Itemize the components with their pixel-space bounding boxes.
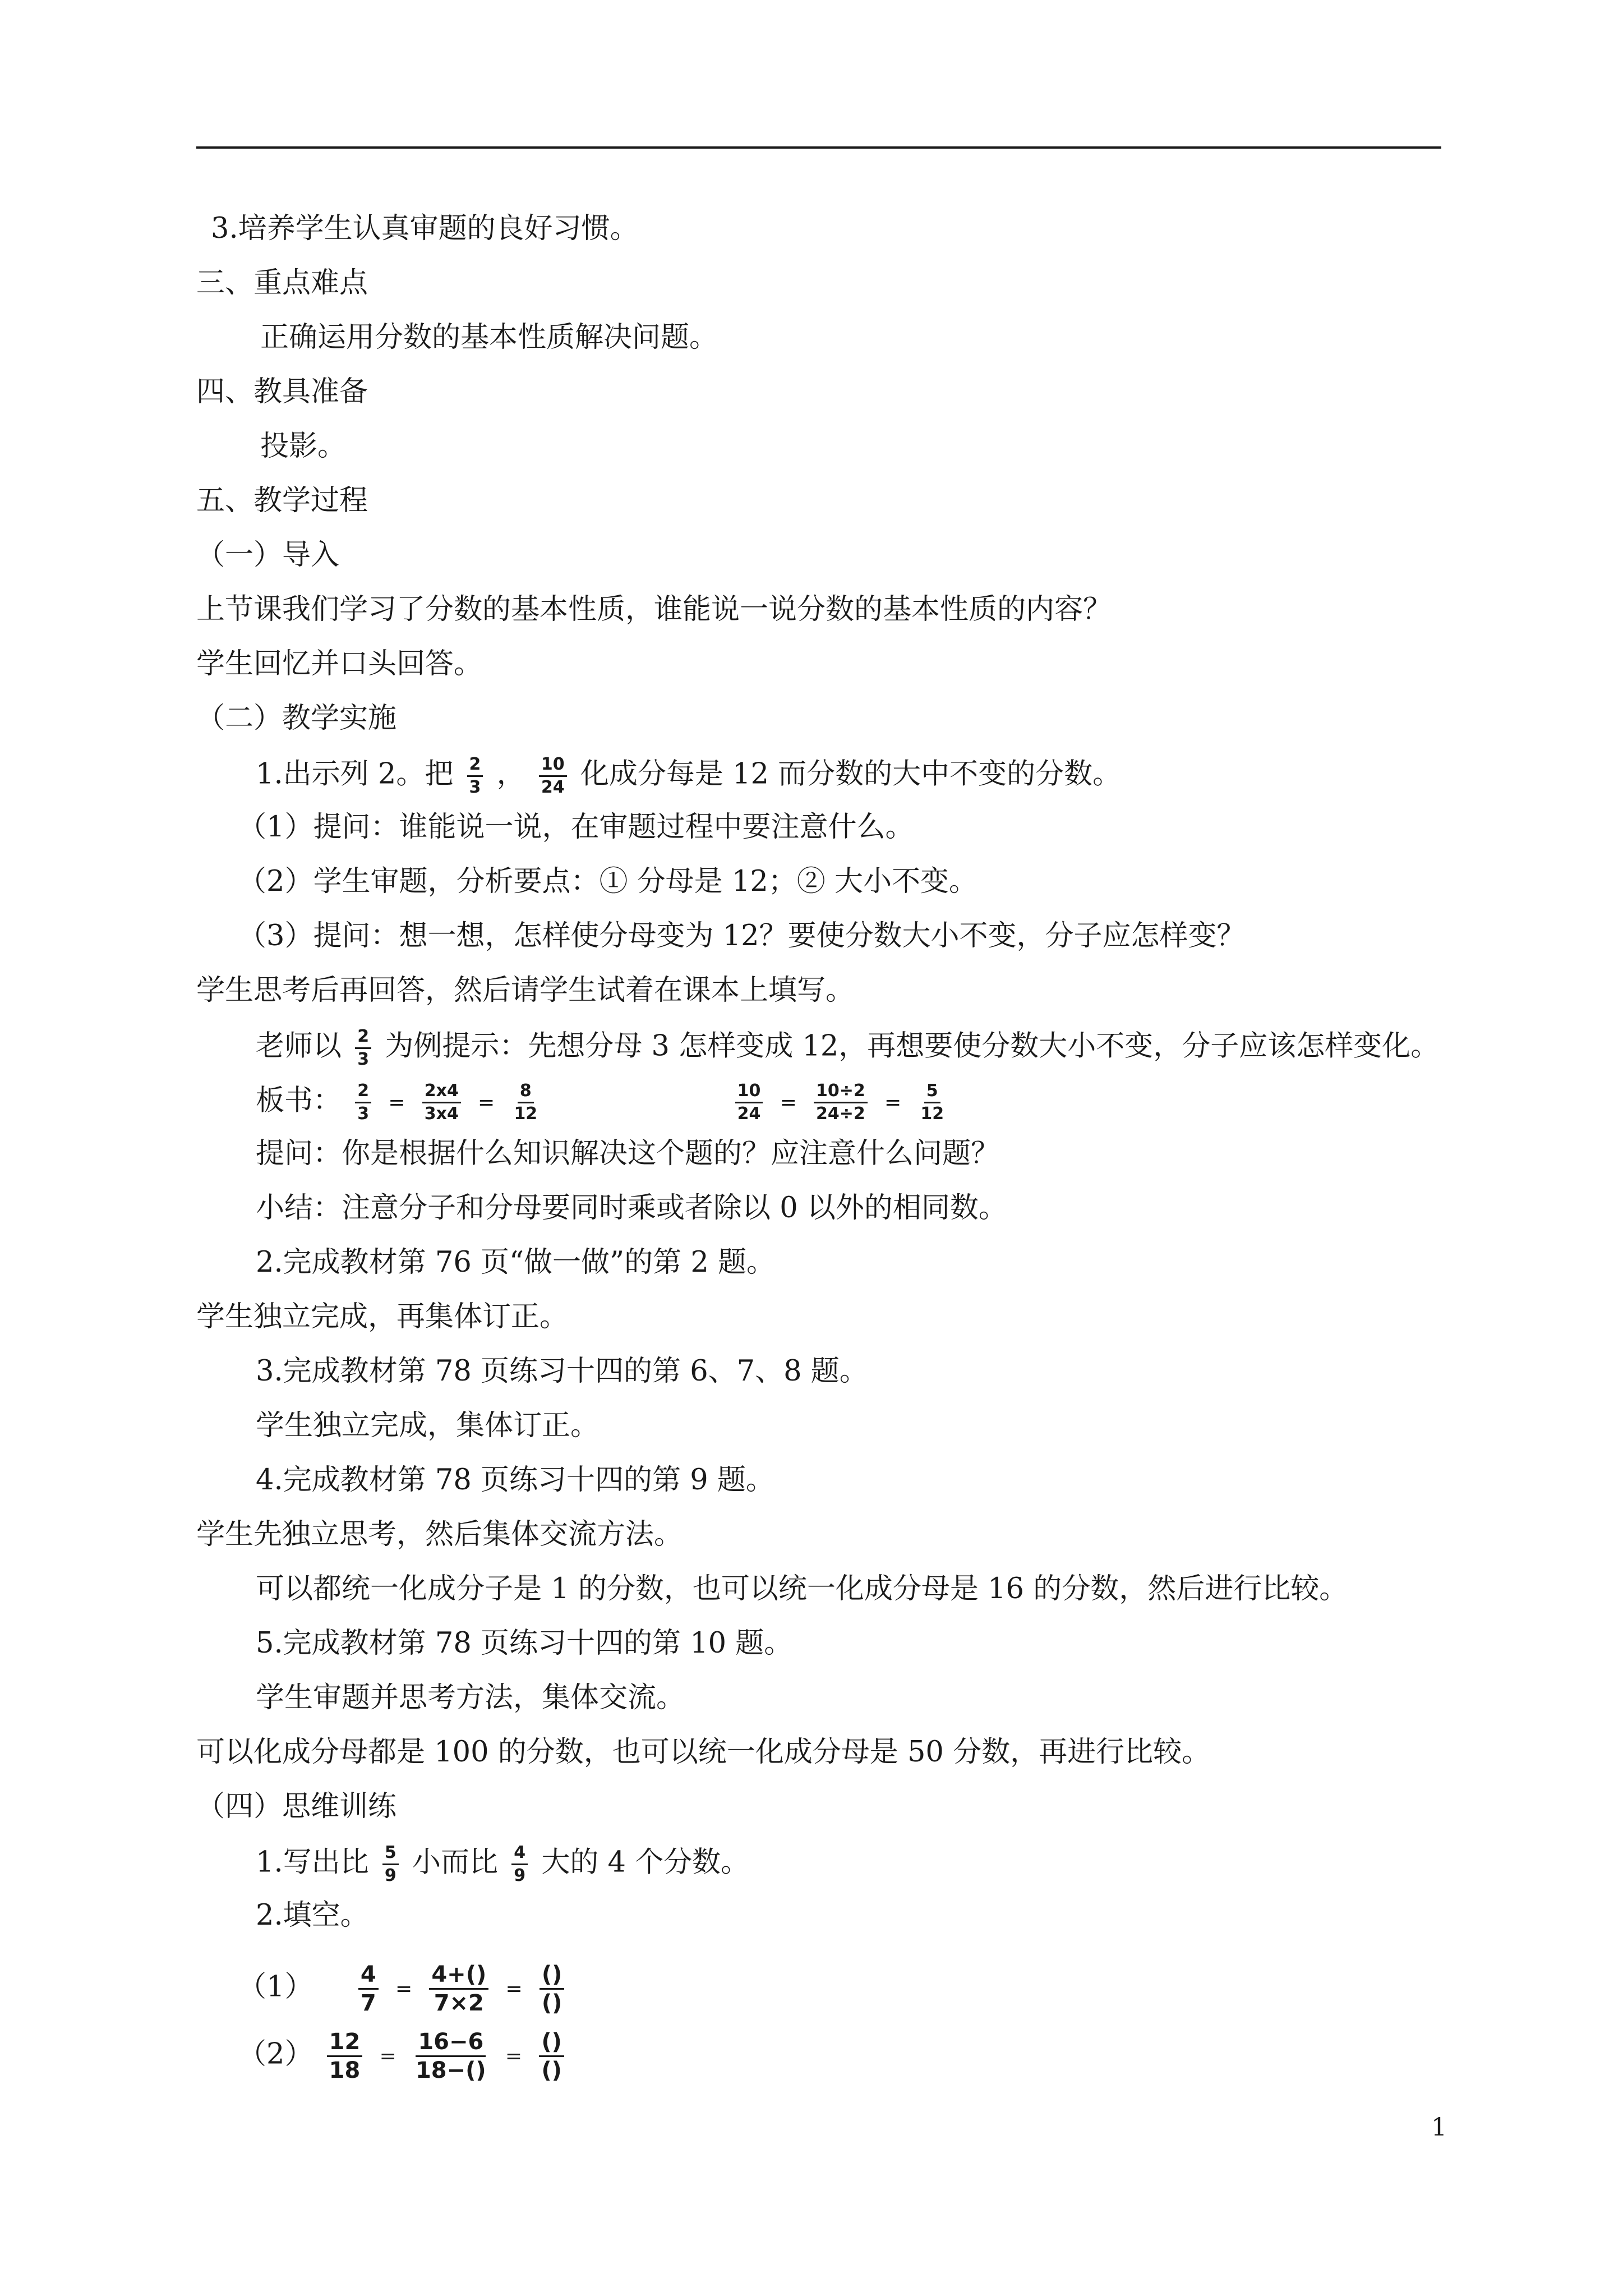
fraction-4-9: $\frac{4}{9}$ [511, 1844, 528, 1884]
teacher-hint-prefix: 老师以 [256, 1029, 342, 1063]
task-5: 5.完成教材第 78 页练习十四的第 10 题。 [256, 1627, 793, 1660]
exercise-1-suffix: 大的 4 个分数。 [541, 1846, 750, 1879]
equals-sign: = [395, 1977, 413, 2000]
intro-answer: 学生回忆并口头回答。 [196, 647, 483, 680]
summary: 小结：注意分子和分母要同时乘或者除以 0 以外的相同数。 [256, 1191, 1007, 1225]
fraction-10d2-24d2: $\frac{10\div 2}{24\div 2}$ [814, 1083, 868, 1122]
fraction-blank: $\frac{()}{()}$ [540, 1963, 565, 2014]
heading-key-points: 三、重点难点 [196, 266, 368, 300]
task-2-note: 学生独立完成，再集体订正。 [196, 1300, 569, 1333]
page-number: 1 [1431, 2113, 1447, 2142]
fraction-blank: $\frac{()}{()}$ [539, 2031, 564, 2082]
task-5-note: 学生审题并思考方法，集体交流。 [256, 1681, 685, 1714]
equals-sign: = [478, 1091, 495, 1114]
exercise-1-middle: 小而比 [412, 1846, 498, 1879]
header-rule [196, 146, 1441, 149]
task-3-note: 学生独立完成，集体订正。 [256, 1409, 600, 1442]
student-fill-in: 学生思考后再回答，然后请学生试着在课本上填写。 [196, 974, 855, 1007]
step-3: （3）提问：想一想，怎样使分母变为 12？要使分数大小不变，分子应怎样变？ [238, 919, 1246, 953]
fraction-10-24: $\frac{10}{24}$ [539, 756, 567, 796]
subheading-implementation: （二）教学实施 [196, 702, 397, 735]
task-3: 3.完成教材第 78 页练习十四的第 6、7、8 题。 [256, 1355, 868, 1388]
fraction-5-9: $\frac{5}{9}$ [382, 1844, 399, 1884]
example-2-prefix: 1.出示列 2。把 [256, 757, 454, 791]
fraction-5-12: $\frac{5}{12}$ [920, 1081, 944, 1124]
fraction-16m6-18m: $\frac{16-6}{18-()}$ [415, 2029, 486, 2083]
heading-teaching-process: 五、教学过程 [196, 484, 368, 517]
fraction-4-7: $\frac{4}{7}$ [358, 1963, 379, 2014]
equals-sign: = [388, 1091, 405, 1114]
question-knowledge: 提问：你是根据什么知识解决这个题的？应注意什么问题？ [256, 1137, 1000, 1170]
goal-3: 3.培养学生认真审题的良好习惯。 [211, 212, 639, 245]
equals-sign: = [884, 1091, 902, 1114]
fraction-2-3: $\frac{2}{3}$ [467, 756, 483, 796]
fill-blank-1-label: （1） [238, 1970, 313, 2004]
exercise-1-prefix: 1.写出比 [256, 1846, 369, 1879]
heading-teaching-aids: 四、教具准备 [196, 375, 368, 408]
fill-blank-2 [238, 2031, 569, 2082]
fraction-12-18: $\frac{12}{18}$ [327, 2031, 363, 2082]
exercise-1 [256, 1844, 749, 1884]
task-4: 4.完成教材第 78 页练习十四的第 9 题。 [256, 1464, 774, 1497]
task-5-method: 可以化成分母都是 100 的分数，也可以统一化成分母是 50 分数，再进行比较。 [196, 1736, 1211, 1769]
example-2-line [256, 756, 1121, 796]
task-4-note: 学生先独立思考，然后集体交流方法。 [196, 1518, 683, 1551]
task-4-method: 可以都统一化成分子是 1 的分数，也可以统一化成分母是 16 的分数，然后进行比较。 [256, 1572, 1348, 1605]
step-2: （2）学生审题，分析要点：① 分母是 12；② 大小不变。 [238, 865, 978, 898]
exercise-2: 2.填空。 [256, 1899, 369, 1932]
equals-sign: = [505, 2044, 523, 2068]
example-2-suffix: 化成分每是 12 而分数的大中不变的分数。 [580, 757, 1122, 791]
teaching-aids-text: 投影。 [260, 430, 347, 463]
fraction-4p-7x2: $\frac{4+()}{7\times 2}$ [429, 1963, 488, 2014]
fraction-2-3: $\frac{2}{3}$ [355, 1083, 371, 1122]
fraction-8-12: $\frac{8}{12}$ [514, 1081, 538, 1124]
step-1: （1）提问：谁能说一说，在审题过程中要注意什么。 [238, 811, 914, 844]
blackboard-label: 板书： [256, 1084, 342, 1117]
fill-blank-2-label: （2） [238, 2037, 313, 2071]
fraction-10-24: $\frac{10}{24}$ [735, 1083, 763, 1122]
teacher-hint-text: 为例提示：先想分母 3 怎样变成 12，再想要使分数大小不变，分子应该怎样变化。 [385, 1029, 1440, 1063]
subheading-introduction: （一）导入 [196, 539, 340, 572]
equals-sign: = [505, 1977, 523, 2000]
teacher-hint-line [256, 1028, 1439, 1068]
fraction-2-3: $\frac{2}{3}$ [355, 1028, 371, 1068]
task-2: 2.完成教材第 76 页“做一做”的第 2 题。 [256, 1246, 775, 1279]
equals-sign: = [780, 1091, 797, 1114]
subheading-thinking-training: （四）思维训练 [196, 1790, 397, 1823]
fill-blank-1 [238, 1963, 569, 2014]
equals-sign: = [379, 2044, 396, 2068]
comma: ， [496, 757, 525, 791]
fraction-2x4-3x4: $\frac{2x4}{3x4}$ [422, 1083, 461, 1122]
intro-question: 上节课我们学习了分数的基本性质，谁能说一说分数的基本性质的内容？ [196, 593, 1112, 626]
blackboard-line [256, 1083, 951, 1122]
key-points-text: 正确运用分数的基本性质解决问题。 [260, 321, 718, 354]
